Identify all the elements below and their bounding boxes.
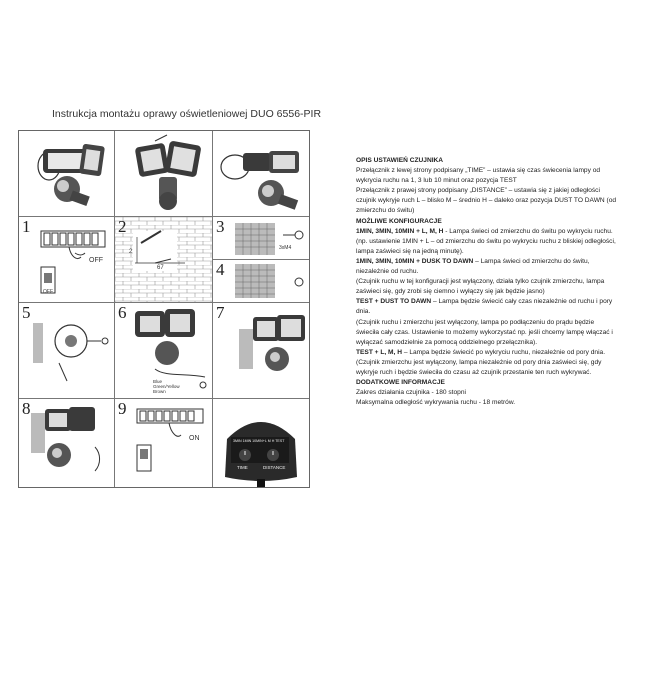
installation-diagram-grid [18,130,310,488]
instruction-line: (Czujnik ruchu w tej konfiguracji jest wyłączony, działa tylko czujnik zmierzchu, lampa zaświeci się, gdy zrobi się ciemno i wyłączy się jak będzie jasno) [356,278,605,296]
step-number: 4 [216,260,225,279]
step-6-panel [115,303,213,399]
instruction-line: OPIS USTAWIEŃ CZUJNIKA [356,157,444,164]
off-label: OFF [89,257,103,264]
instruction-line: 1MIN, 3MIN, 10MIN + L, M, H - Lampa świeci od zmierzchu do świtu po wykryciu ruchu. [356,227,613,235]
lamp-front-illustration [19,131,115,217]
step-number: 2 [118,217,127,236]
instruction-line: Maksymalna odległość wykrywania ruchu - 18 metrów. [356,399,516,407]
step-7-panel [213,303,309,399]
instruction-line: MOŻLIWE KONFIGURACJE [356,217,442,225]
breaker-on-illustration [115,399,213,487]
time-label: TIME [237,465,248,470]
sensor-adjust-illustration [19,399,115,487]
distance-label: DISTANCE [263,465,286,470]
step-number: 9 [118,399,127,418]
sensor-settings-panel [213,399,309,487]
lamp-side-illustration [213,131,309,217]
sensor-dial-photo [213,399,309,487]
mounting-illustration [213,260,309,303]
dim-2-label: 2 [129,249,133,255]
step-2-panel [115,217,213,303]
step-number: 3 [216,217,225,236]
lamp-mounted-illustration [213,303,309,399]
instruction-line: (Czujnik ruchu i zmierzchu jest wyłączony, lampa po podłączeniu do prądu będzie świeciła cały czas. Ustawienie to możemy wykorzystać np. jeśli chcemy lampę włączać i wyłączać samodzielnie za pomocą oddzielnego przełącznika). [356,318,613,346]
instruction-line: Zakres działania czujnika - 180 stopni [356,389,466,397]
lamp-top-illustration [115,131,213,217]
step-number: 1 [22,217,31,236]
off-label-small: OFF [43,289,53,295]
wire-colors-label: Blue Green/Yellow Brown [153,379,180,394]
step-number: 5 [22,303,31,322]
step-1-panel [19,217,115,303]
instruction-line: Przełącznik z lewej strony podpisany „TIME” – ustawia się czas świecenia lampy od wykrycia ruchu na 1, 3 lub 10 minut oraz pozycja TEST [356,167,601,185]
lamp-view-front [19,131,115,217]
instruction-line: TEST + L, M, H – Lampa będzie świecić po wykryciu ruchu, niezależnie od pory dnia. [356,348,606,356]
step-9-panel [115,399,213,487]
instruction-line: TEST + DUST TO DAWN – Lampa będzie świecić cały czas niezależnie od ruchu i pory dnia. [356,298,613,316]
screws-illustration [213,217,309,260]
step-number: 7 [216,303,225,322]
bracket-illustration [19,303,115,399]
wall-drilling-illustration [115,217,213,303]
instruction-line: (Czujnik zmierzchu jest wyłączony, lampa niezależnie od pory dnia zaświeci się, gdy wykryje ruch i będzie świeciła do czasu aż czujnik przestanie ten ruch wykrywać. [356,358,602,376]
step-number: 8 [22,399,31,418]
instruction-line: (np. ustawienie 1MIN + L – od zmierzchu do świtu po wykryciu ruchu z bliskiej odległości, lampa zaświeci się na jedną minutę). [356,237,616,255]
step-3-panel [213,217,309,260]
page-title: Instrukcja montażu oprawy oświetleniowej DUO 6556-PIR [52,108,322,120]
step-4-panel [213,260,309,303]
step-8-panel [19,399,115,487]
step-5-panel [19,303,115,399]
settings-description [356,156,618,408]
panel-modes-label: 3MIN 1MIN 10MIN+L M H TEST [233,439,285,443]
dim-67-label: 67 [157,265,164,271]
screw-tag: 3xM4 [279,245,292,251]
instruction-line: DODATKOWE INFORMACJE [356,379,445,387]
lamp-view-top [115,131,213,217]
on-label: ON [189,435,200,442]
instruction-line: 1MIN, 3MIN, 10MIN + DUSK TO DAWN – Lampa świeci od zmierzchu do świtu, niezależnie od ruchu. [356,257,590,276]
step-number: 6 [118,303,127,322]
instruction-line: Przełącznik z prawej strony podpisany „DISTANCE” – ustawia się z jakiej odległości czujnik wykryje ruch L – blisko M – średnio H – daleko oraz pozycja DUST TO DAWN (od zmierzchu do świtu) [356,187,617,215]
lamp-view-side [213,131,309,217]
